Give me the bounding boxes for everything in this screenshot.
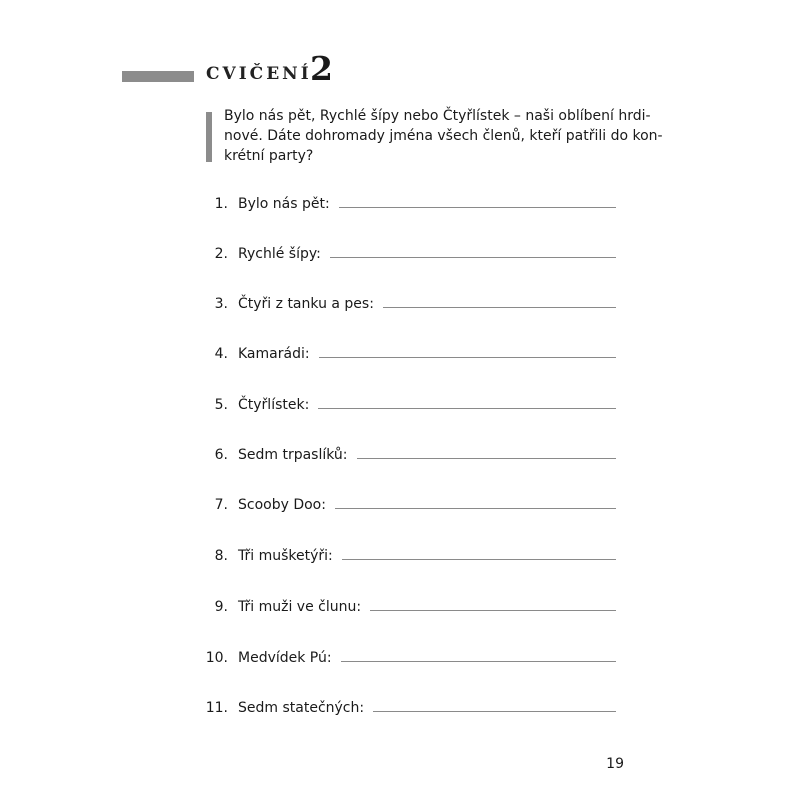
item-label: Kamarádi: <box>238 346 310 362</box>
intro-side-rule <box>206 112 212 162</box>
item-label: Sedm trpaslíků: <box>238 447 348 463</box>
intro-line: krétní party? <box>224 148 314 164</box>
exercise-item <box>200 694 616 716</box>
answer-line[interactable] <box>318 408 616 409</box>
exercise-item <box>200 240 616 262</box>
exercise-item <box>200 593 616 615</box>
exercise-item <box>200 290 616 312</box>
item-number: 3. <box>214 296 228 312</box>
item-label: Rychlé šípy: <box>238 246 321 262</box>
page-number: 19 <box>606 756 624 772</box>
exercise-item <box>200 190 616 212</box>
item-label: Bylo nás pět: <box>238 196 330 212</box>
answer-line[interactable] <box>335 508 616 509</box>
item-label: Tři muži ve člunu: <box>238 599 362 615</box>
answer-line[interactable] <box>370 610 616 611</box>
item-label: Tři mušketýři: <box>238 548 333 564</box>
header-decorative-bar <box>122 71 194 82</box>
item-number: 5. <box>214 397 228 413</box>
item-label: Sedm statečných: <box>238 700 365 716</box>
answer-line[interactable] <box>339 207 616 208</box>
answer-line[interactable] <box>373 711 616 712</box>
item-number: 2. <box>214 246 228 262</box>
item-number: 10. <box>205 650 228 666</box>
item-label: Medvídek Pú: <box>238 650 332 666</box>
item-number: 11. <box>205 700 228 716</box>
answer-line[interactable] <box>342 559 616 560</box>
item-number: 4. <box>214 346 228 362</box>
exercise-item <box>200 542 616 564</box>
exercise-item <box>200 441 616 463</box>
exercise-item <box>200 644 616 666</box>
item-label: Scooby Doo: <box>238 497 326 513</box>
item-label: Čtyřlístek: <box>238 397 310 413</box>
item-number: 6. <box>214 447 228 463</box>
item-number: 9. <box>214 599 228 615</box>
exercise-number: 2 <box>310 49 333 88</box>
answer-line[interactable] <box>357 458 616 459</box>
item-number: 1. <box>214 196 228 212</box>
answer-line[interactable] <box>330 257 616 258</box>
answer-line[interactable] <box>341 661 616 662</box>
exercise-item <box>200 491 616 513</box>
intro-line: nové. Dáte dohromady jména všech členů, kteří patřili do kon- <box>224 128 663 144</box>
item-label: Čtyři z tanku a pes: <box>238 296 374 312</box>
answer-line[interactable] <box>383 307 616 308</box>
intro-paragraph <box>224 106 663 166</box>
exercise-item <box>200 340 616 362</box>
intro-line: Bylo nás pět, Rychlé šípy nebo Čtyřlístek – naši oblíbení hrdi- <box>224 108 651 124</box>
exercise-label: CVIČENÍ <box>206 64 312 84</box>
exercise-item <box>200 391 616 413</box>
item-number: 7. <box>214 497 228 513</box>
answer-line[interactable] <box>319 357 616 358</box>
item-number: 8. <box>214 548 228 564</box>
